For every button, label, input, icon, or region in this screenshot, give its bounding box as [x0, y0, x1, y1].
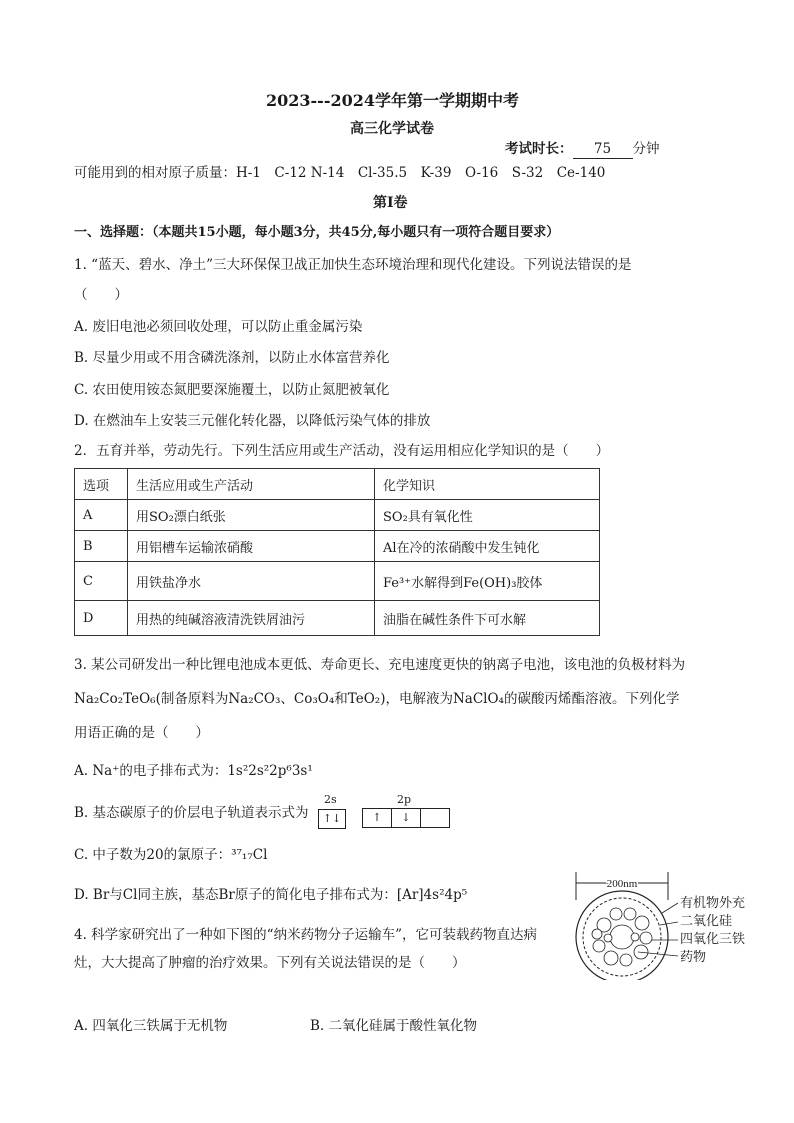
table-header-row — [75, 469, 600, 500]
q1-option-d: D. 在燃油车上安装三元催化转化器，以降低污染气体的排放 — [74, 413, 431, 429]
q3-option-b — [74, 804, 309, 822]
table-row — [75, 562, 600, 601]
q3-option-a: A. Na⁺的电子排布式为：1s²2s²2p⁶3s¹ — [74, 763, 313, 779]
exam-duration — [505, 140, 660, 159]
label-silica: 二氧化硅 — [680, 913, 733, 928]
duration-label: 考试时长： — [505, 141, 573, 157]
q3-option-c: C. 中子数为20的氯原子：³⁷₁₇Cl — [74, 847, 268, 863]
table-cell: A — [75, 500, 128, 531]
q1-option-c: C. 农田使用铵态氮肥要深施覆土，以防止氮肥被氧化 — [74, 382, 390, 398]
table-row — [75, 500, 600, 531]
q4-option-a: A. 四氧化三铁属于无机物 — [74, 1018, 228, 1034]
volume-heading: 第Ⅰ卷 — [373, 195, 408, 211]
q3-stem-line1: 3. 某公司研发出一种比锂电池成本更低、寿命更长、充电速度更快的钠离子电池，该电池的负极材料为 — [74, 657, 686, 673]
q3-stem-line2: Na₂Co₂TeO₆(制备原料为Na₂CO₃、Co₃O₄和TeO₂)，电解液为NaClO₄的碳酸丙烯酯溶液。下列化学 — [74, 691, 680, 707]
orbital-box: ↑↓ — [318, 809, 346, 829]
table-cell: SO₂具有氧化性 — [375, 500, 600, 531]
q2-stem: 2．五育并举，劳动先行。下列生活应用或生产活动，没有运用相应化学知识的是（ ） — [74, 443, 610, 459]
orbital-2p-label: 2p — [397, 793, 412, 806]
orbital-box: ↑ — [362, 808, 392, 828]
table-cell: B — [75, 531, 128, 562]
q1-option-a: A. 废旧电池必须回收处理，可以防止重金属污染 — [74, 319, 363, 335]
orbital-2s — [318, 808, 346, 829]
table-cell: Al在冷的浓硝酸中发生钝化 — [375, 531, 600, 562]
table-cell: 用热的纯碱溶液清洗铁屑油污 — [128, 601, 375, 636]
q1-stem: 1. “蓝天、碧水、净土”三大环保保卫战正加快生态环境治理和现代化建设。下列说法错误的是 — [74, 257, 632, 273]
atomic-masses: 可能用到的相对原子质量：H-1 C-12 N-14 Cl-35.5 K-39 O-16 S-32 Ce-140 — [74, 165, 606, 181]
q4-stem-line1: 4. 科学家研究出了一种如下图的“纳米药物分子运输车”，它可装载药物直达病 — [74, 927, 537, 943]
leader-line — [662, 903, 678, 913]
label-organic-shell: 有机物外充 — [680, 895, 746, 910]
scale-label: 200nm — [606, 878, 638, 890]
orbital-box: ↓ — [392, 808, 421, 828]
table-cell: Fe³⁺水解得到Fe(OH)₃胶体 — [375, 562, 600, 601]
duration-value: 75 — [573, 140, 633, 159]
q2-table — [74, 468, 600, 636]
table-cell: 用铁盐净水 — [128, 562, 375, 601]
table-header: 选项 — [75, 469, 128, 500]
q4-stem-line2: 灶，大大提高了肿瘤的治疗效果。下列有关说法错误的是（ ） — [74, 955, 466, 971]
label-drug: 药物 — [680, 949, 707, 964]
exam-subtitle: 高三化学试卷 — [350, 121, 434, 137]
nano-carrier-diagram — [566, 870, 766, 980]
q4-option-b: B. 二氧化硅属于酸性氧化物 — [310, 1018, 478, 1034]
table-row — [75, 601, 600, 636]
table-cell: C — [75, 562, 128, 601]
table-cell: 油脂在碱性条件下可水解 — [375, 601, 600, 636]
exam-title: 2023---2024学年第一学期期中考 — [266, 91, 519, 110]
table-cell: D — [75, 601, 128, 636]
table-row — [75, 531, 600, 562]
q3-stem-line3: 用语正确的是（ ） — [74, 725, 209, 741]
orbital-2p — [362, 808, 450, 828]
table-cell: 用铝槽车运输浓硝酸 — [128, 531, 375, 562]
table-cell: 用SO₂漂白纸张 — [128, 500, 375, 531]
duration-unit: 分钟 — [632, 141, 660, 157]
table-header: 生活应用或生产活动 — [128, 469, 375, 500]
q1-option-b: B. 尽量少用或不用含磷洗涤剂，以防止水体富营养化 — [74, 350, 390, 366]
q3-option-b-text: B. 基态碳原子的价层电子轨道表示式为 — [74, 805, 309, 821]
orbital-2s-label: 2s — [324, 793, 337, 806]
table-header: 化学知识 — [375, 469, 600, 500]
label-magnetite: 四氧化三铁 — [680, 931, 746, 946]
q3-option-d: D. Br与Cl同主族，基态Br原子的简化电子排布式为：[Ar]4s²4p⁵ — [74, 887, 468, 903]
section-heading: 一、选择题：（本题共15小题，每小题3分，共45分,每小题只有一项符合题目要求） — [74, 225, 560, 240]
q1-blank: （ ） — [74, 287, 128, 303]
orbital-box — [421, 808, 450, 828]
